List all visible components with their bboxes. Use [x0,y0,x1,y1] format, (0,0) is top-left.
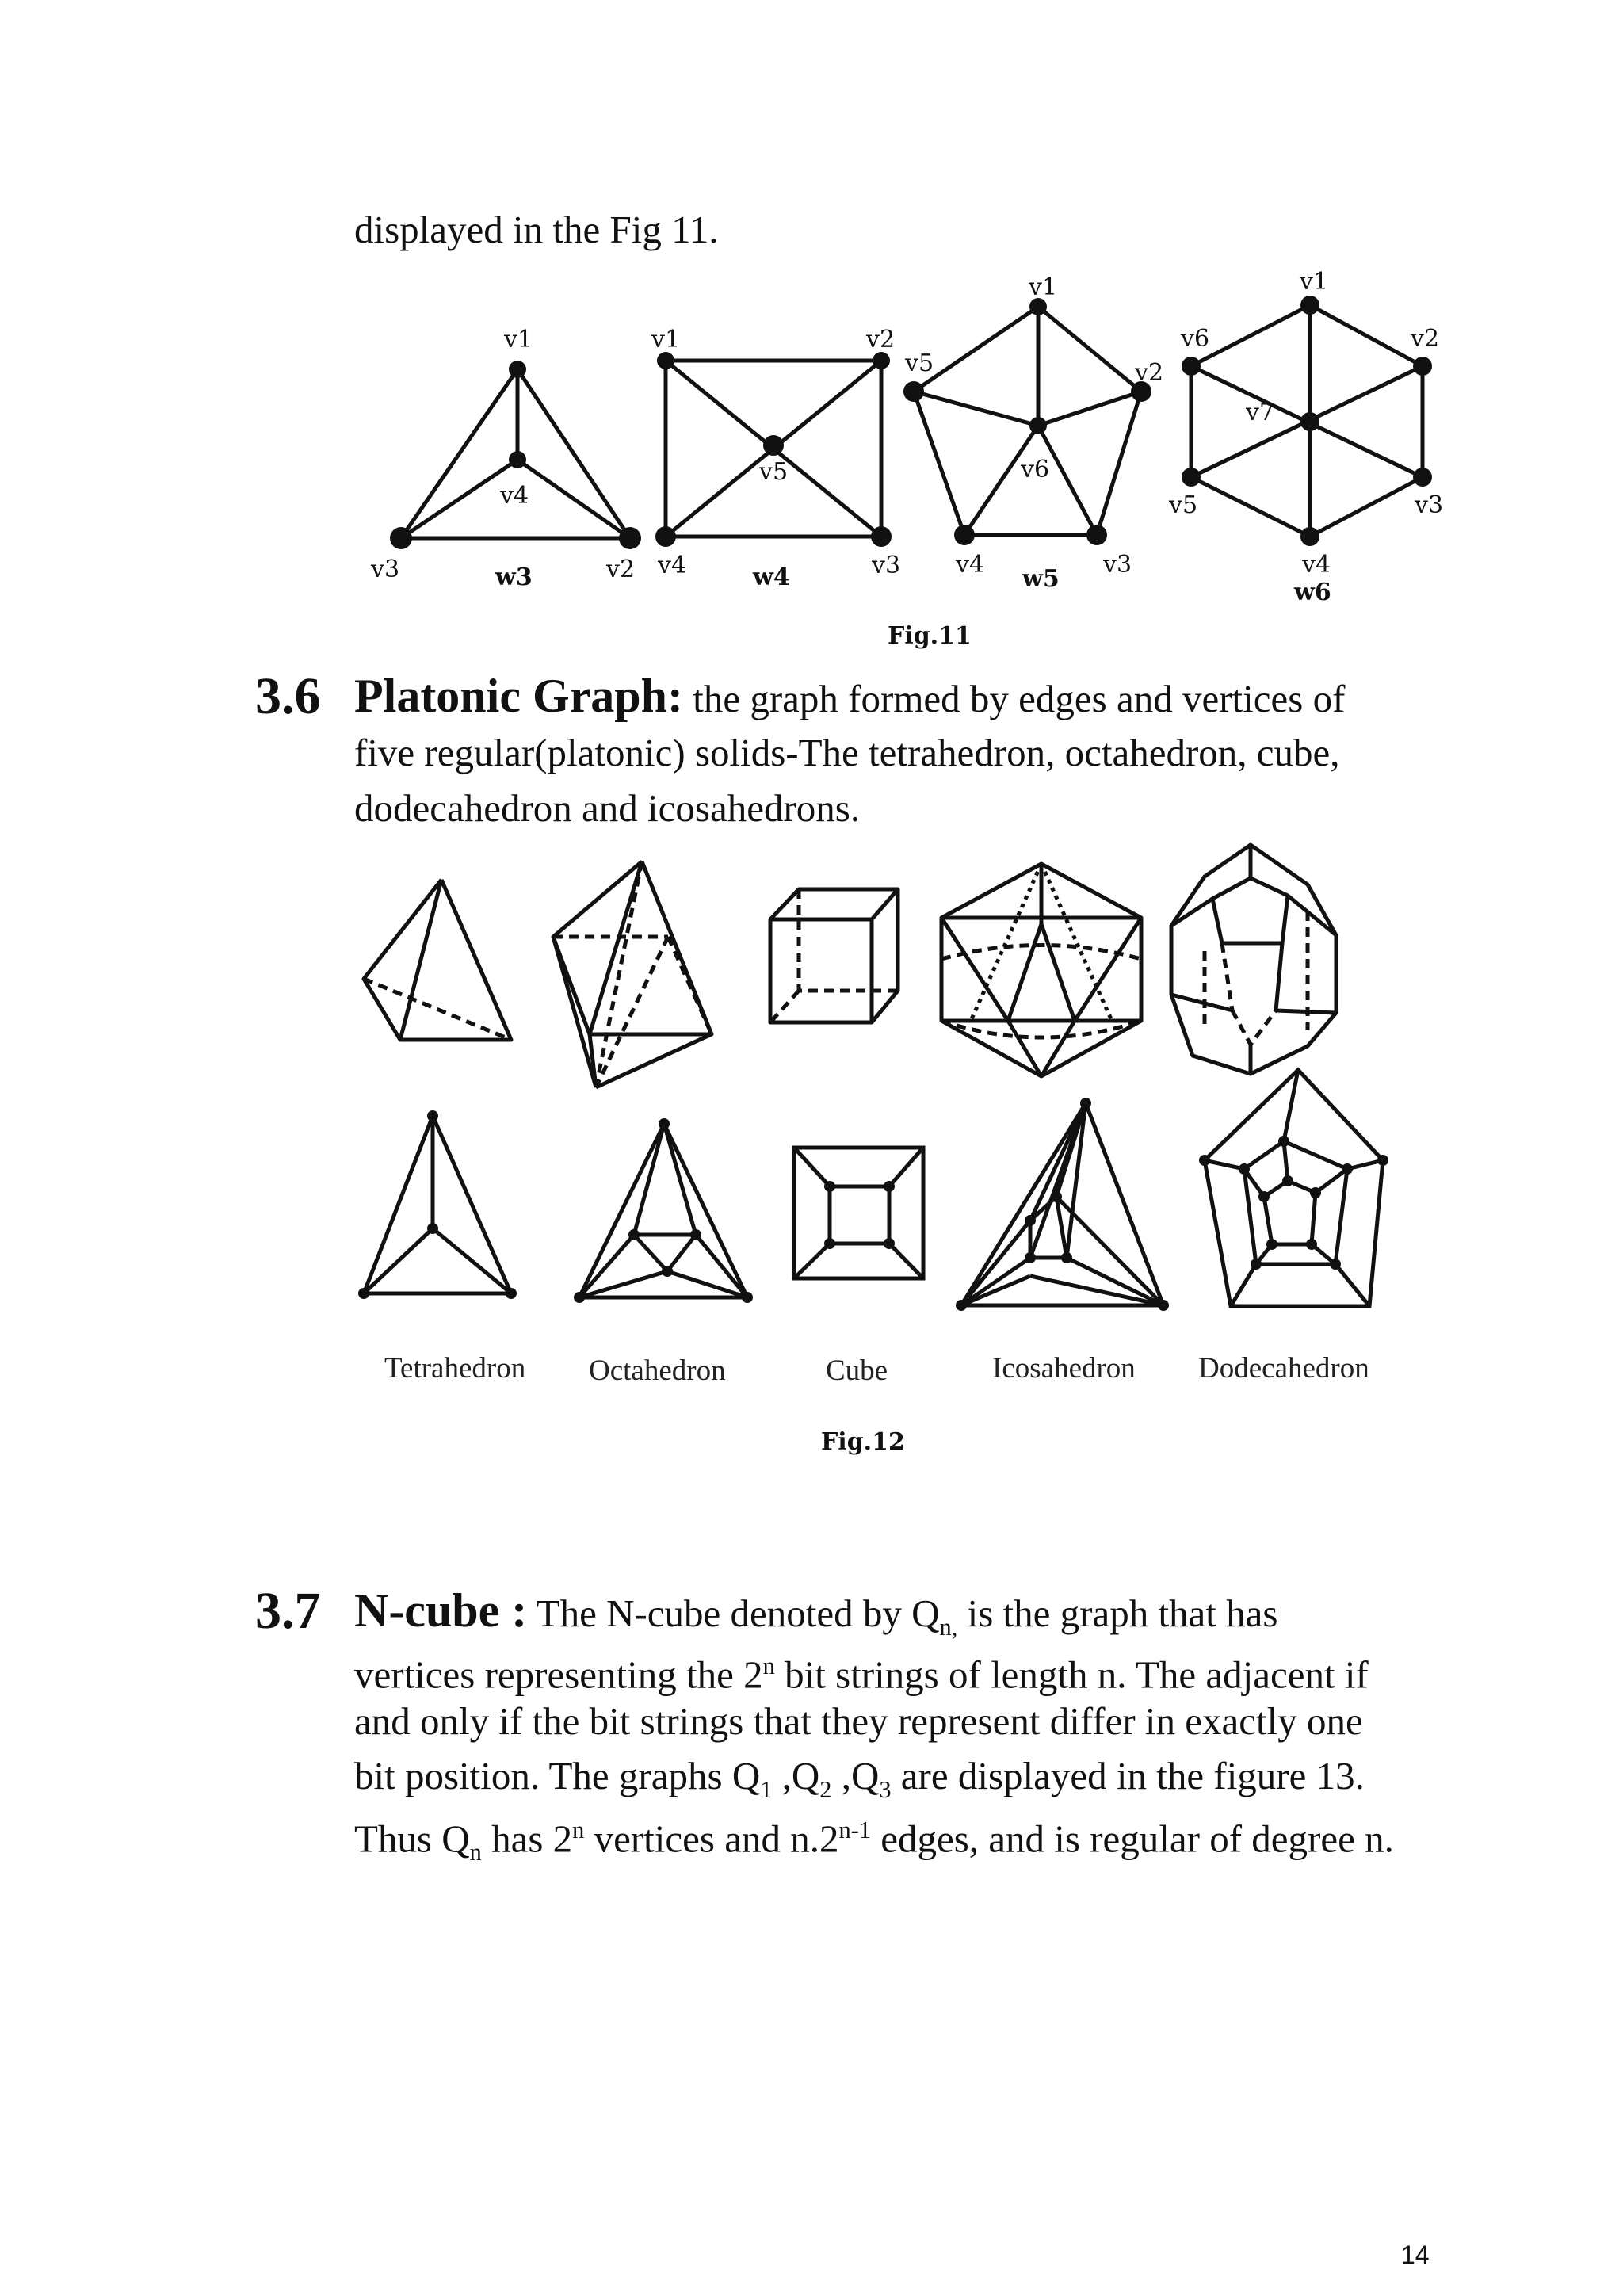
graph-icosahedron [961,1103,1163,1305]
section-3-6-number: 3.6 [255,667,321,725]
text-span: The N-cube denoted by Q [527,1591,940,1635]
vertex-label: v3 [1415,491,1444,519]
graph-tetrahedron-vertices [358,1110,517,1299]
label-cube: Cube [826,1354,888,1387]
solid-tetrahedron [364,880,511,1040]
text-span: ,Q [772,1754,820,1797]
wheel-w4-labels [651,326,900,591]
subscript: n [469,1839,482,1866]
subscript: n, [939,1613,958,1641]
text-span: is the graph that has [957,1591,1278,1635]
vertex-label: v5 [905,350,934,377]
fig12-platonic-solids [0,832,1623,1324]
vertex-label: v3 [872,552,901,579]
section-3-7-number: 3.7 [255,1582,321,1640]
graph-cube-vertices [824,1181,895,1249]
section-3-6-line-1-text: the graph formed by edges and vertices of [683,677,1346,720]
section-3-6-line-2: five regular(platonic) solids-The tetrahedron, octahedron, cube, [354,731,1340,774]
section-3-6-line-1 [354,669,1345,726]
wheel-w6-labels [1168,268,1443,606]
vertex-label: v4 [500,482,529,510]
vertex-label: v3 [1103,551,1132,579]
wheel-w5-edges [914,307,1141,535]
vertex-label: v6 [1021,456,1050,483]
section-3-7-line-2 [354,1639,1369,1702]
vertex-label: v1 [504,326,533,353]
label-tetrahedron: Tetrahedron [384,1352,526,1385]
vertex-label: v6 [1181,325,1210,353]
graph-dodecahedron-vertices [1199,1136,1388,1270]
vertex-label: v7 [1246,399,1275,426]
vertex-label: v1 [1300,268,1329,296]
graph-name: w6 [1294,579,1331,606]
superscript: n-1 [838,1817,871,1843]
superscript: n [572,1817,585,1843]
vertex-label: v2 [866,326,896,353]
label-icosahedron: Icosahedron [992,1352,1136,1385]
fig12-caption: Fig.12 [821,1428,905,1456]
solid-dodecahedron [1171,845,1336,1074]
section-3-7-line-5 [354,1803,1394,1880]
fig11-caption: Fig.11 [888,622,972,650]
wheel-w6-vertices [1182,296,1432,546]
text-span: vertices and n.2 [584,1817,839,1861]
fig11-wheel-graphs [0,262,1623,674]
vertex-label: v3 [371,556,400,583]
text-span: Thus Q [354,1817,470,1861]
graph-cube [794,1148,923,1278]
section-3-6-line-3: dodecahedron and icosahedrons. [354,786,861,830]
solid-octahedron [553,861,712,1087]
vertex-label: v4 [658,552,687,579]
page-number: 14 [1401,2241,1430,2269]
graph-name: w3 [495,563,533,591]
superscript: n [762,1652,775,1679]
label-dodecahedron: Dodecahedron [1198,1352,1369,1385]
vertex-label: v2 [1411,325,1440,353]
vertex-label: v2 [606,556,636,583]
subscript: 3 [879,1775,892,1803]
text-span: ,Q [831,1754,880,1797]
intro-line: displayed in the Fig 11. [354,208,719,251]
vertex-label: v1 [1029,273,1058,301]
vertex-label: v4 [1302,551,1331,579]
text-span: has 2 [481,1817,573,1861]
graph-name: w4 [753,563,790,591]
label-octahedron: Octahedron [589,1354,726,1387]
vertex-label: v5 [1169,491,1198,519]
subscript: 1 [760,1775,773,1803]
graph-tetrahedron [364,1116,511,1293]
graph-name: w5 [1022,565,1060,593]
section-3-7-title: N-cube : [354,1584,528,1637]
subscript: 2 [819,1775,832,1803]
vertex-label: v4 [956,551,985,579]
text-span: bit position. The graphs Q [354,1754,761,1797]
vertex-label: v2 [1135,359,1164,387]
section-3-7-line-3: and only if the bit strings that they represent differ in exactly one [354,1699,1363,1743]
graph-dodecahedron [1205,1070,1383,1306]
text-span: edges, and is regular of degree n. [870,1817,1394,1861]
section-3-6-title: Platonic Graph: [354,670,683,722]
text-span: bit strings of length n. The adjacent if [774,1652,1369,1697]
vertex-label: v1 [651,326,681,353]
text-span: are displayed in the figure 13. [891,1754,1365,1797]
vertex-label: v5 [759,458,789,486]
wheel-w3-labels [370,326,635,591]
solid-cube [770,889,898,1022]
solid-icosahedron [941,864,1141,1076]
text-span: vertices representing the 2 [354,1652,763,1697]
